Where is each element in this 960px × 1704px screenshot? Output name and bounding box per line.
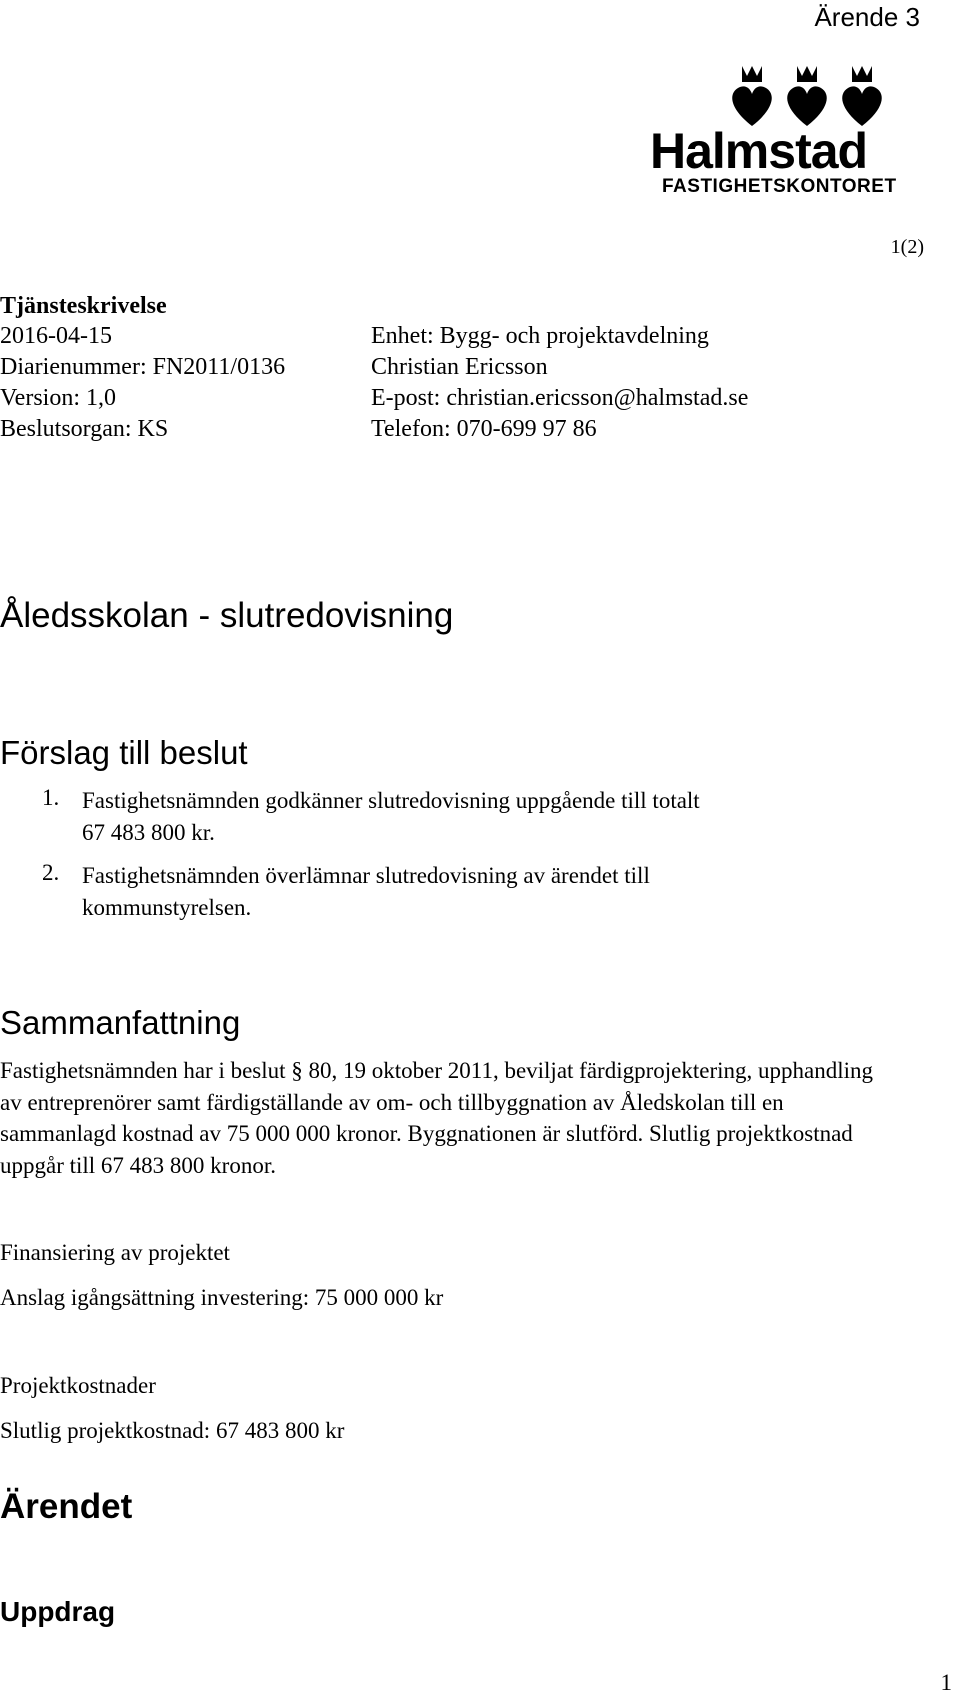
summary-heading: Sammanfattning: [0, 1004, 241, 1041]
proposal-item-number: 2.: [42, 860, 60, 885]
proposal-item: [82, 860, 842, 924]
matter-heading: Ärendet: [0, 1487, 133, 1526]
meta-date: 2016-04-15: [0, 323, 112, 349]
proposal-item-line: Fastighetsnämnden överlämnar slutredovisning av ärendet till: [82, 863, 650, 888]
costs-text: Slutlig projektkostnad: 67 483 800 kr: [0, 1418, 345, 1443]
meta-beslutsorgan: Beslutsorgan: KS: [0, 416, 169, 442]
meta-version: Version: 1,0: [0, 385, 116, 411]
page-title: Åledsskolan - slutredovisning: [0, 596, 454, 635]
meta-contact-name: Christian Ericsson: [371, 354, 548, 380]
financing-heading: Finansiering av projektet: [0, 1240, 230, 1265]
meta-phone: Telefon: 070-699 97 86: [371, 416, 597, 442]
meta-unit: Enhet: Bygg- och projektavdelning: [371, 323, 709, 349]
halmstad-logo: [650, 64, 960, 214]
costs-heading: Projektkostnader: [0, 1373, 156, 1398]
logo-department: FASTIGHETSKONTORET: [662, 176, 897, 197]
proposal-item: [82, 785, 842, 849]
proposal-item-line: 67 483 800 kr.: [82, 820, 215, 845]
summary-body: Fastighetsnämnden har i beslut § 80, 19 oktober 2011, beviljat färdigprojektering, upphandling av entreprenörer samt färdigställande av om- och tillbyggnation av Åledskolan till en sammanlagd kostnad av 75 000 000 kronor. Byggnationen är slutförd. Slutlig projektkostnad uppgår till 67 483 800 kronor.: [0, 1058, 873, 1178]
financing-text: Anslag igångsättning investering: 75 000 000 kr: [0, 1285, 444, 1310]
meta-email: E-post: christian.ericsson@halmstad.se: [371, 385, 749, 411]
proposal-item-line: Fastighetsnämnden godkänner slutredovisning uppgående till totalt: [82, 788, 700, 813]
document-type: Tjänsteskrivelse: [0, 293, 167, 319]
page-number: 1: [940, 1670, 952, 1695]
arende-label: Ärende 3: [814, 2, 920, 32]
proposal-item-line: kommunstyrelsen.: [82, 895, 252, 920]
meta-diarienummer: Diarienummer: FN2011/0136: [0, 354, 286, 380]
proposal-heading: Förslag till beslut: [0, 734, 248, 771]
proposal-item-number: 1.: [42, 785, 60, 810]
assignment-heading: Uppdrag: [0, 1596, 116, 1627]
logo-name: Halmstad: [650, 123, 868, 179]
page-counter: 1(2): [890, 236, 924, 258]
